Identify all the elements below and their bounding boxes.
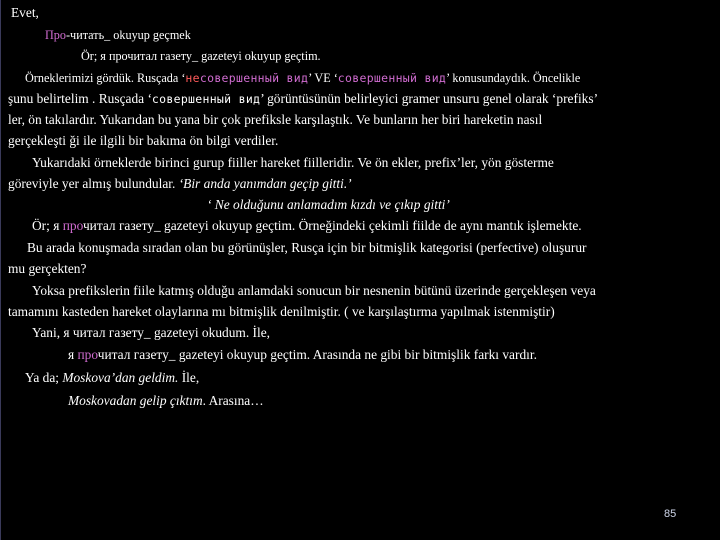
quote-text: ‘Bir anda yanımdan geçip gitti.’ [178,176,352,191]
line-paragraph-4b [8,261,86,277]
text-segment: Örneklerimizi gördük. Rusçada ‘ [25,71,186,85]
line-paragraph-9 [68,393,264,409]
text-segment: ’ VE ‘ [308,71,338,85]
text-segment: читал газету_ gazeteyi okuyup geçtim. Örneğindeki çekimli fiilde de aynı mantık işlemekte. [82,218,582,233]
line-paragraph-8 [25,370,199,386]
text-segment: Bu arada konuşmada sıradan olan bu görünüşler, Rusça için bir bitmişlik kategorisi (perfective) oluşurur [27,240,587,255]
line-paragraph-5a [32,283,596,299]
text-segment: göreviyle yer almış bulundular. [8,176,179,191]
line-paragraph-7 [68,347,537,363]
quote-text: Moskova’dan geldim. [62,370,179,385]
text-segment: Yukarıdaki örneklerde birinci gurup fiiller hareket fiilleridir. Ve ön ekler, prefix’ler, yön gösterme [32,155,554,170]
line-paragraph-3 [32,218,582,234]
text-segment: gerçekleşti ği ile ilgili bir bakıma ön bilgi verdiler. [8,133,279,148]
line-prochitat-definition [45,27,191,43]
example-text: Ör; я прочитал газету_ gazeteyi okuyup geçtim. [81,49,321,63]
line-paragraph-2b [8,176,352,192]
prefix-ne: не [185,71,200,85]
text-segment: Yoksa prefikslerin fiile katmış olduğu anlamdaki sonucun bir nesnenin bütünü üzerinde gerçekleşen veya [32,283,596,298]
line-example-1 [81,48,321,64]
text-segment: Arasına… [205,393,264,408]
text-segment: Yani, я читал газету_ gazeteyi okudum. İle, [32,325,270,340]
text-segment: ’ konusundaydık. Öncelikle [446,71,581,85]
quote-text: Moskovadan gelip çıktım [68,393,203,408]
text-segment: Ör; я [32,218,63,233]
text-segment: mu gerçekten? [8,261,87,276]
line-paragraph-5b [8,304,555,320]
text-segment: ler, ön takılardır. Yukarıdan bu yana bir çok prefiksle karşılaştık. Ve bunların her biri hareketin nasıl [8,112,543,127]
text-segment: tamamını kasteden hareket olaylarına mı bitmişlik denilmiştir. ( ve karşılaştırma yapılmak istenmiştir) [8,304,555,319]
text-evet: Evet, [11,5,39,20]
prefix-pro: про [77,347,98,362]
line-paragraph-2a [32,155,554,171]
text-segment: читал газету_ gazeteyi okuyup geçtim. Arasında ne gibi bir bitmişlik farkı vardır. [97,347,537,362]
text-segment: İle, [178,370,200,385]
line-paragraph-1d [8,133,278,149]
line-quote-2 [207,197,450,213]
term-nesovershenny: совершенный вид [199,71,309,85]
text-segment: я [68,347,78,362]
line-paragraph-1b [8,91,598,107]
line-paragraph-6 [32,325,270,341]
text-segment: ’ görüntüsünün belirleyici gramer unsuru genel olarak ‘prefiks’ [260,91,599,106]
term-sovershenny: совершенный вид [337,71,447,85]
text-segment: . [202,393,206,408]
definition-text: -читать_ okuyup geçmek [66,28,191,42]
prefix-pro: Про [45,28,66,42]
quote-text: ‘ Ne olduğunu anlamadım kızdı ve çıkıp gitti’ [207,197,450,212]
text-segment: şunu belirtelim . Rusçada ‘ [8,91,152,106]
page-number: 85 [664,508,677,520]
line-paragraph-1c [8,112,542,128]
text-segment: Ya da; [25,370,63,385]
line-paragraph-4a [27,240,587,256]
prefix-pro: про [62,218,83,233]
term-sovershenny: совершенный вид [151,92,261,106]
line-paragraph-1a [25,70,580,86]
line-evet [11,5,39,21]
